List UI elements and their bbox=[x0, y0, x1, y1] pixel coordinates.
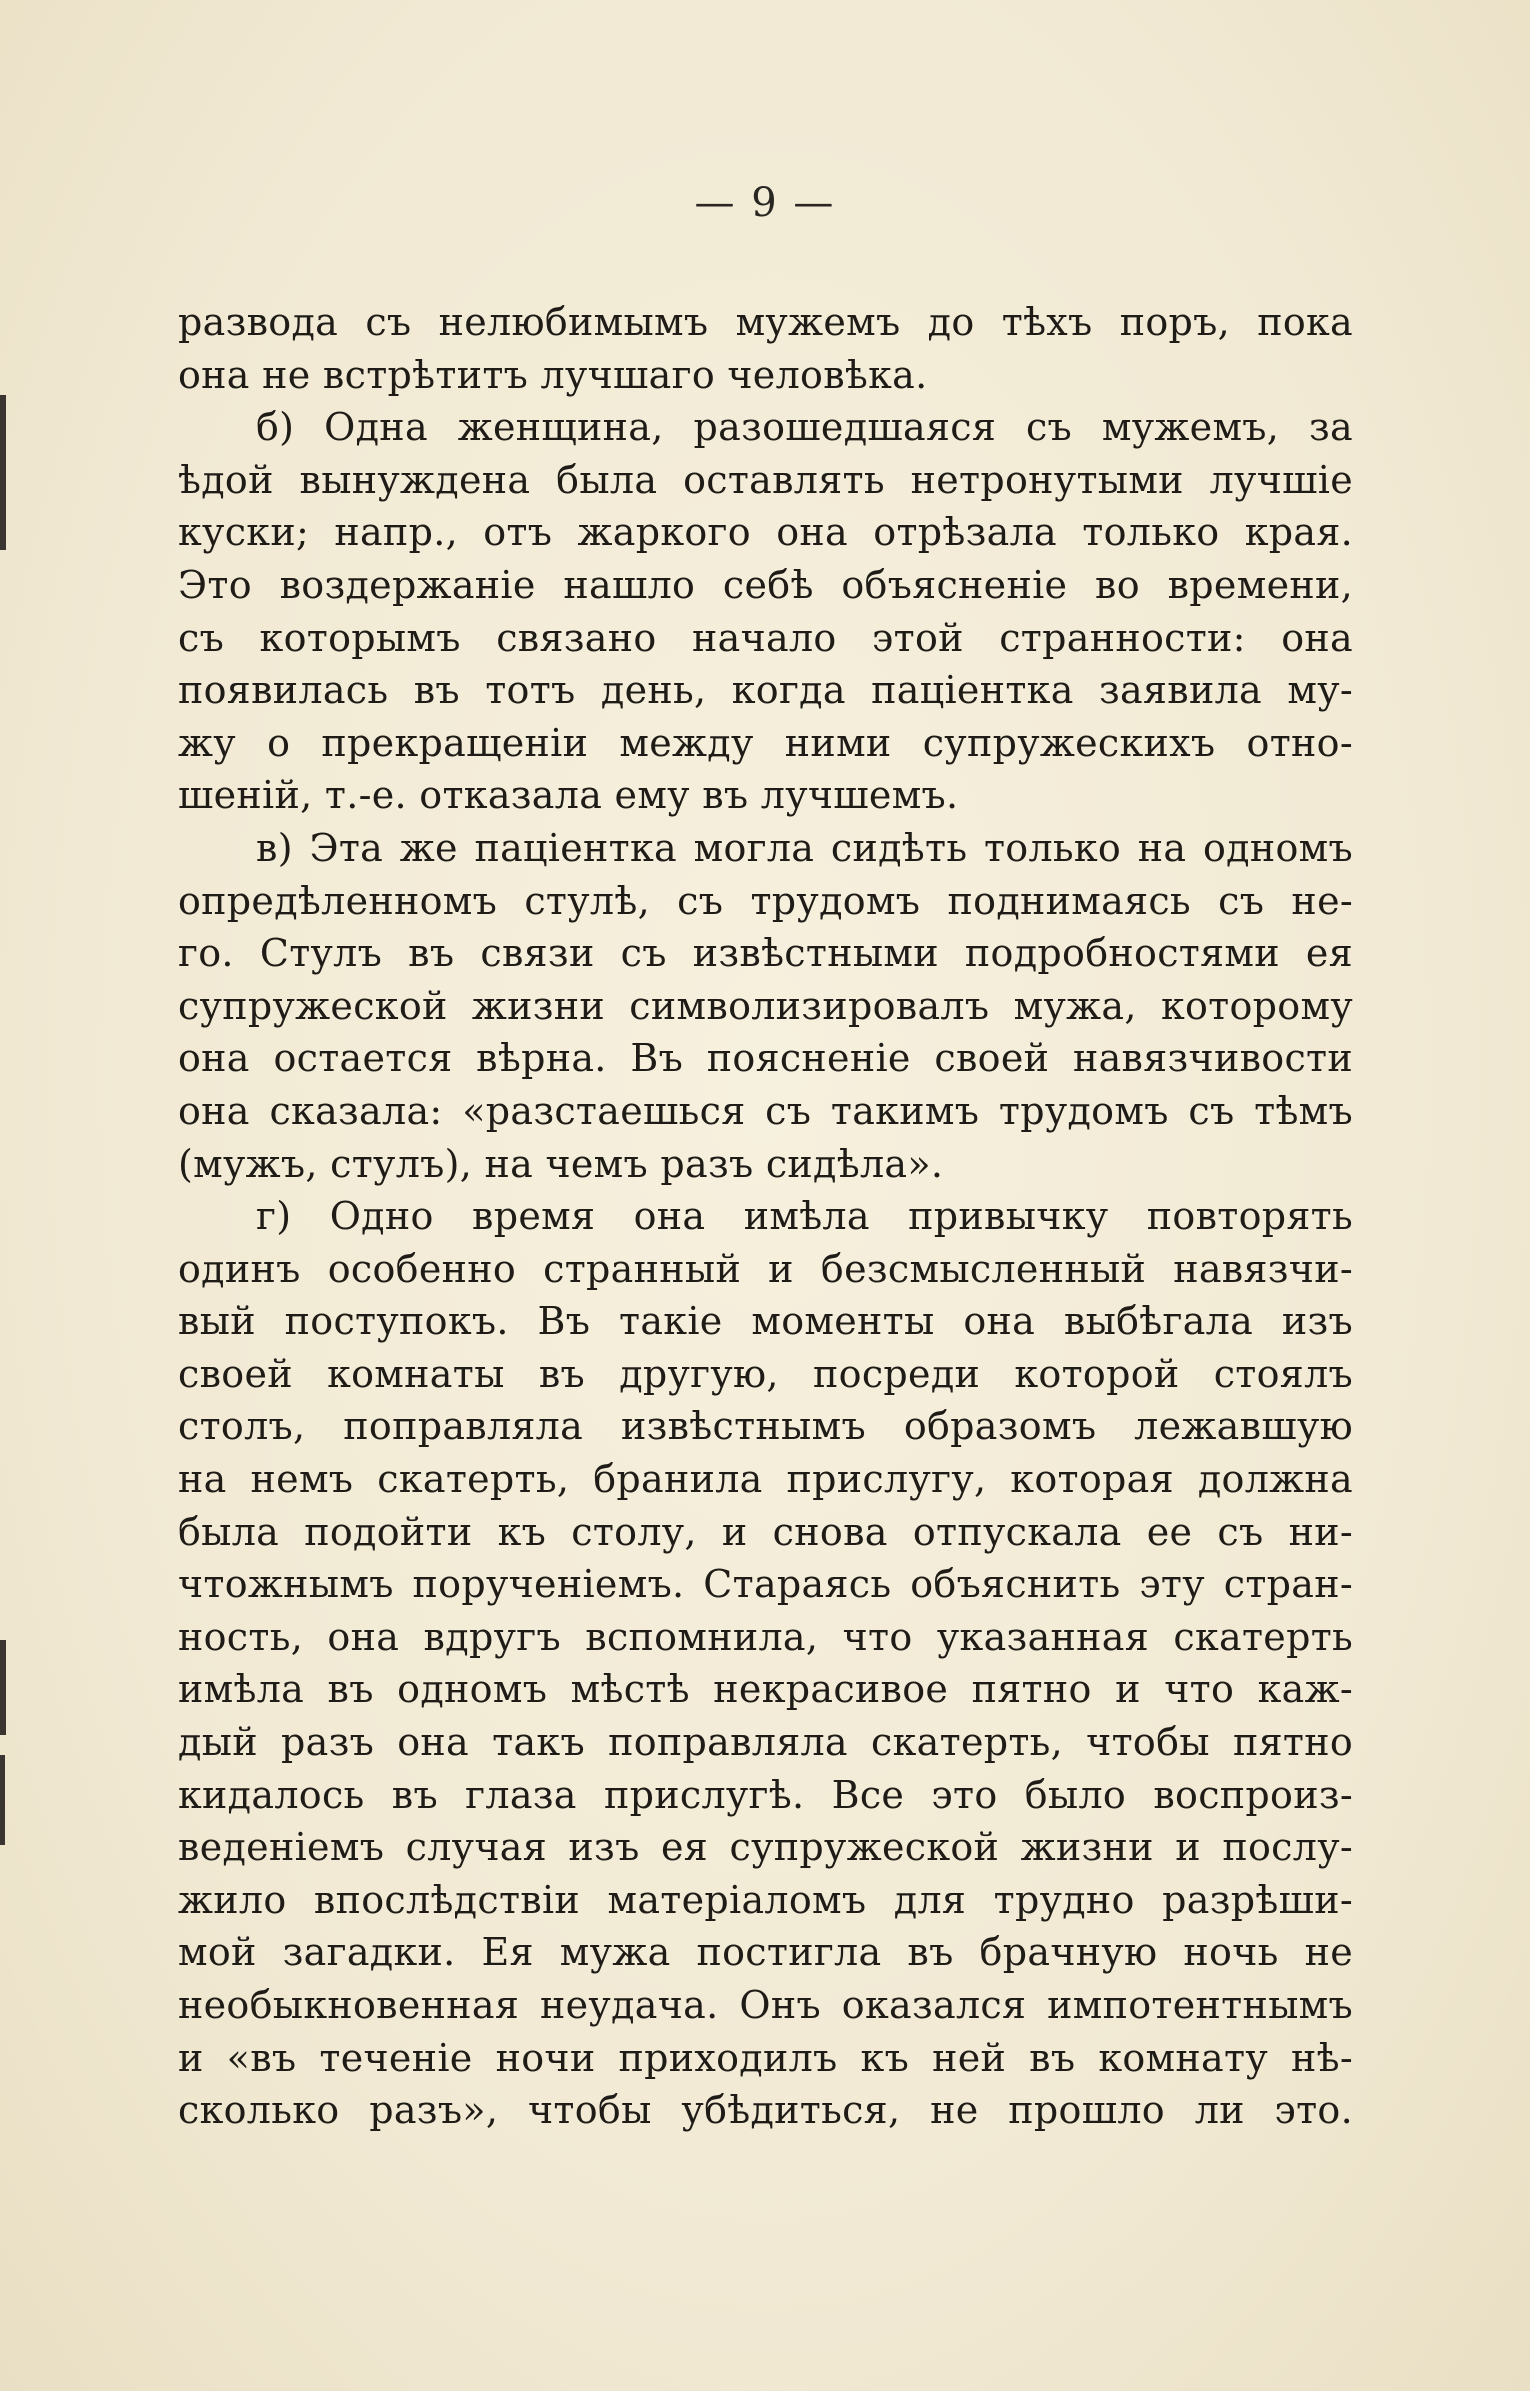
text-line: дый разъ она такъ поправляла скатерть, чтобы пятно bbox=[178, 1720, 1353, 1765]
text-line: развода съ нелюбимымъ мужемъ до тѣхъ поръ, пока bbox=[178, 300, 1353, 344]
binding-edge-mark bbox=[0, 1755, 5, 1845]
text-line: жило впослѣдствіи матеріаломъ для трудно разрѣши- bbox=[178, 1877, 1353, 1922]
text-line: го. Стулъ въ связи съ извѣстными подробностями ея bbox=[178, 931, 1353, 976]
text-line: ность, она вдругъ вспомнила, что указанная скатерть bbox=[178, 1614, 1353, 1659]
text-line: она не встрѣтитъ лучшаго человѣка. bbox=[178, 352, 928, 397]
text-line: жу о прекращеніи между ними супружескихъ отно- bbox=[178, 720, 1353, 765]
text-line: вый поступокъ. Въ такіе моменты она выбѣгала изъ bbox=[178, 1299, 1353, 1344]
text-line: и «въ теченіе ночи приходилъ къ ней въ комнату нѣ- bbox=[178, 2035, 1353, 2080]
text-line: (мужъ, стулъ), на чемъ разъ сидѣла». bbox=[178, 1141, 944, 1186]
text-line: необыкновенная неудача. Онъ оказался импотентнымъ bbox=[178, 1983, 1353, 2027]
text-line: Это воздержаніе нашло себѣ объясненіе во времени, bbox=[178, 562, 1353, 607]
text-line: кидалось въ глаза прислугѣ. Все это было воспроиз- bbox=[178, 1772, 1353, 1817]
text-line: своей комнаты въ другую, посреди которой стоялъ bbox=[178, 1351, 1353, 1396]
text-line: она сказала: «разстаешься съ такимъ трудомъ съ тѣмъ bbox=[178, 1088, 1353, 1133]
text-line: появилась въ тотъ день, когда паціентка заявила му- bbox=[178, 668, 1353, 713]
binding-edge-mark bbox=[0, 395, 6, 550]
text-line: опредѣленномъ стулѣ, съ трудомъ поднимаясь съ не- bbox=[178, 878, 1353, 923]
text-line: имѣла въ одномъ мѣстѣ некрасивое пятно и что каж- bbox=[178, 1667, 1353, 1712]
text-line: сколько разъ», чтобы убѣдиться, не прошло ли это. bbox=[178, 2088, 1353, 2133]
text-line: супружеской жизни символизировалъ мужа, которому bbox=[178, 983, 1353, 1028]
text-line: была подойти къ столу, и снова отпускала ее съ ни- bbox=[178, 1509, 1353, 1554]
text-line: куски; напр., отъ жаркого она отрѣзала только края. bbox=[178, 510, 1353, 555]
text-line: она остается вѣрна. Въ поясненіе своей навязчивости bbox=[178, 1036, 1353, 1081]
text-line: чтожнымъ порученіемъ. Стараясь объяснить эту стран- bbox=[178, 1562, 1353, 1607]
text-line: на немъ скатерть, бранила прислугу, которая должна bbox=[178, 1457, 1353, 1502]
text-line: съ которымъ связано начало этой странности: она bbox=[178, 615, 1353, 660]
body-text bbox=[178, 296, 1353, 2137]
binding-edge-mark bbox=[0, 1640, 6, 1735]
text-line: одинъ особенно странный и безсмысленный навязчи- bbox=[178, 1246, 1353, 1291]
text-line: ѣдой вынуждена была оставлять нетронутыми лучшіе bbox=[178, 457, 1353, 502]
text-line: б) Одна женщина, разошедшаяся съ мужемъ, за bbox=[256, 405, 1353, 450]
text-line: шеній, т.-е. отказала ему въ лучшемъ. bbox=[178, 773, 959, 818]
text-line: в) Эта же паціентка могла сидѣть только на одномъ bbox=[256, 825, 1353, 870]
text-line: г) Одно время она имѣла привычку повторять bbox=[256, 1194, 1353, 1239]
page-number: — 9 — bbox=[694, 180, 836, 226]
text-line: мой загадки. Ея мужа постигла въ брачную ночь не bbox=[178, 1930, 1353, 1975]
text-line: столъ, поправляла извѣстнымъ образомъ лежавшую bbox=[178, 1404, 1353, 1449]
text-line: веденіемъ случая изъ ея супружеской жизни и послу- bbox=[178, 1825, 1353, 1870]
